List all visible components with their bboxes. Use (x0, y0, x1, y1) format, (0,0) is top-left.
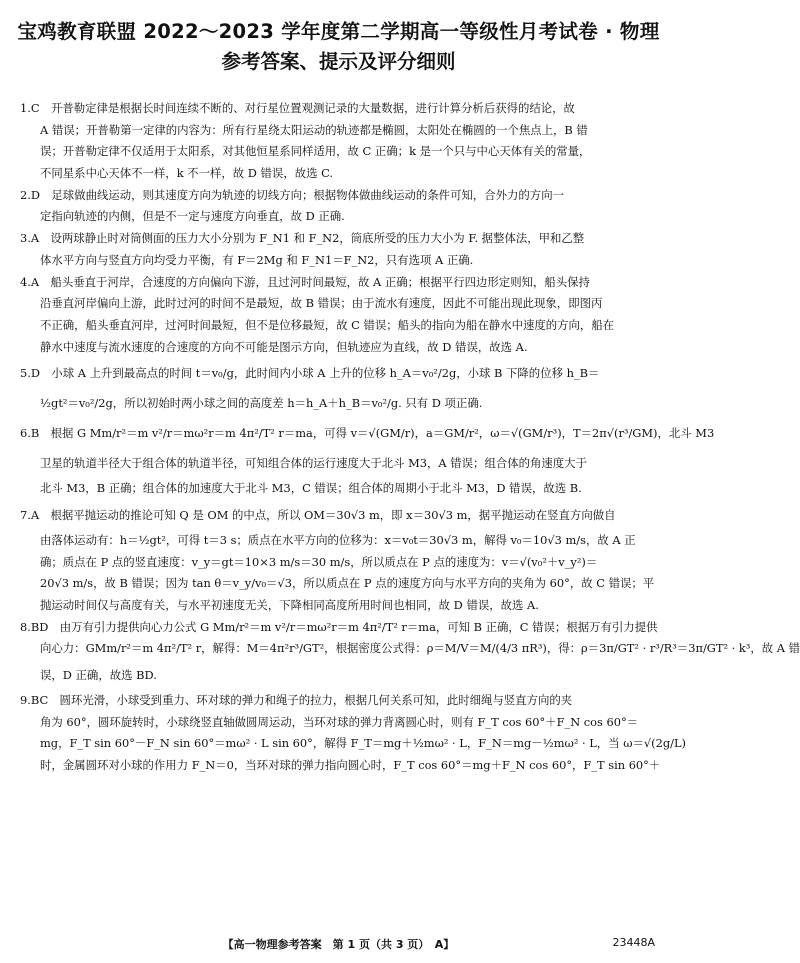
answer-item (20, 228, 657, 271)
answer-line: mg，F_T sin 60°－F_N sin 60°＝mω² · L sin 60°，解得 F_T＝mg＋½mω² · L，F_N＝mg－½mω² · L，当 ω＝√(2g/L) (40, 736, 686, 751)
answer-line: 不正确，船头垂直河岸，过河时间最短，但不是位移最短，故 C 错误；船头的指向为船在静水中速度的方向，船在 (40, 317, 615, 332)
page-subtitle: 参考答案、提示及评分细则 (221, 50, 456, 73)
answer-line: 确；质点在 P 点的竖直速度：v_y＝gt＝10×3 m/s＝30 m/s，所以质点在 P 点的速度为：v＝√(v₀²＋v_y²)＝ (40, 554, 598, 569)
page-title: 宝鸡教育联盟 2022～2023 学年度第二学期高一等级性月考试卷 · 物理 (17, 20, 660, 43)
answer-item (20, 358, 657, 418)
answer-item (20, 617, 800, 690)
answer-item (20, 98, 657, 185)
answer-line: 体水平方向与竖直方向均受力平衡，有 F＝2Mg 和 F_N1＝F_N2，只有选项 A 正确. (40, 252, 474, 267)
answer-line: 沿垂直河岸偏向上游，此时过河的时间不是最短，故 B 错误；由于流水有速度，因此不可能出现此现象，即图丙 (40, 296, 603, 311)
answer-line: 抛运动时间仅与高度有关，与水平初速度无关，下降相同高度所用时间也相同，故 D 错误，故选 A. (40, 598, 539, 612)
page-footer (0, 936, 677, 952)
answer-line: 5.D 小球 A 上升到最高点的时间 t＝v₀/g，此时间内小球 A 上升的位移 h_A＝v₀²/2g，小球 B 下降的位移 h_B＝ (20, 366, 600, 381)
answer-line: 北斗 M3，B 正确；组合体的加速度大于北斗 M3，C 错误；组合体的周期小于北斗 M3，D 错误，故选 B. (40, 481, 582, 496)
answer-item (20, 690, 686, 777)
answer-line: 9.BC 圆环光滑，小球受到重力、环对球的弹力和绳子的拉力，根据几何关系可知，此时细绳与竖直方向的夹 (20, 693, 573, 708)
answer-line: 误，D 正确，故选 BD. (40, 668, 157, 683)
answer-line: 静水中速度与流水速度的合速度的方向不可能是图示方向，但轨迹应为直线，故 D 错误，故选 A. (40, 339, 528, 354)
answer-line: 角为 60°，圆环旋转时，小球绕竖直轴做圆周运动，当环对球的弹力背离圆心时，则有 F_T cos 60°＋F_N cos 60°＝ (40, 714, 639, 729)
answer-line: 定指向轨迹的内侧，但是不一定与速度方向垂直，故 D 正确. (40, 209, 345, 224)
answer-item (20, 418, 715, 500)
answer-line: 1.C 开普勒定律是根据长时间连续不断的、对行星位置观测记录的大量数据，进行计算分析后获得的结论，故 (20, 101, 575, 115)
answer-line: 8.BD 由万有引力提供向心力公式 G Mm/r²＝m v²/r＝mω²r＝m 4π²/T² r＝ma，可知 B 正确，C 错误；根据万有引力提供 (20, 619, 658, 634)
answer-line: 6.B 根据 G Mm/r²＝m v²/r＝mω²r＝m 4π²/T² r＝ma，可得 v＝√(GM/r)，a＝GM/r²，ω＝√(GM/r³)，T＝2π√(r³/GM)，北斗 M3 (20, 426, 715, 441)
answer-line: 卫星的轨道半径大于组合体的轨道半径，可知组合体的运行速度大于北斗 M3，A 错误；组合体的角速度大于 (40, 456, 587, 471)
answer-item (20, 500, 657, 617)
answer-line: 不同星系中心天体不一样，k 不一样，故 D 错误，故选 C. (40, 166, 334, 181)
answer-line: 误；开普勒定律不仅适用于太阳系，对其他恒星系同样适用，故 C 正确；k 是一个只与中心天体有关的常量， (40, 144, 591, 159)
answer-line: 时，金属圆环对小球的作用力 F_N＝0，当环对球的弹力指向圆心时，F_T cos 60°＝mg＋F_N cos 60°，F_T sin 60°＋ (40, 758, 661, 773)
answer-item (20, 272, 657, 359)
answer-line: 20√3 m/s，故 B 错误；因为 tan θ＝v_y/v₀＝√3，所以质点在 P 点的速度方向与水平方向的夹角为 60°，故 C 错误；平 (40, 576, 655, 591)
answer-line: ½gt²＝v₀²/2g，所以初始时两小球之间的高度差 h＝h_A＋h_B＝v₀²/g. 只有 D 项正确. (40, 396, 483, 411)
answer-line: A 错误；开普勒第一定律的内容为：所有行星绕太阳运动的轨迹都是椭圆，太阳处在椭圆的一个焦点上，B 错 (40, 122, 588, 137)
answer-line: 3.A 设两球静止时对筒侧面的压力大小分别为 F_N1 和 F_N2，筒底所受的压力大小为 F. 据整体法，甲和乙整 (20, 231, 585, 246)
answer-line: 2.D 足球做曲线运动，则其速度方向为轨迹的切线方向；根据物体做曲线运动的条件可知，合外力的方向一 (20, 187, 564, 202)
answer-line: 4.A 船头垂直于河岸，合速度的方向偏向下游，且过河时间最短，故 A 正确；根据平行四边形定则知，船头保持 (20, 274, 590, 289)
footer-page-info: 【高一物理参考答案 第 1 页（共 3 页） A】 (222, 938, 455, 951)
answer-line: 向心力：GMm/r²＝m 4π²/T² r，解得：M＝4π²r³/GT²，根据密度公式得：ρ＝M/V＝M/(4/3 πR³)，得：ρ＝3π/GT² · r³/R³＝3π/GT² · k³，故 A 错 (40, 641, 800, 656)
answer-list (20, 98, 800, 777)
answer-line: 7.A 根据平抛运动的推论可知 Q 是 OM 的中点，所以 OM＝30√3 m，即 x＝30√3 m，据平抛运动在竖直方向做自 (20, 507, 616, 522)
footer-code: 23448A (612, 936, 655, 949)
answer-item (20, 185, 657, 228)
answer-line: 由落体运动有：h＝½gt²，可得 t＝3 s；质点在水平方向的位移为：x＝v₀t＝30√3 m，解得 v₀＝10√3 m/s，故 A 正 (40, 532, 636, 547)
